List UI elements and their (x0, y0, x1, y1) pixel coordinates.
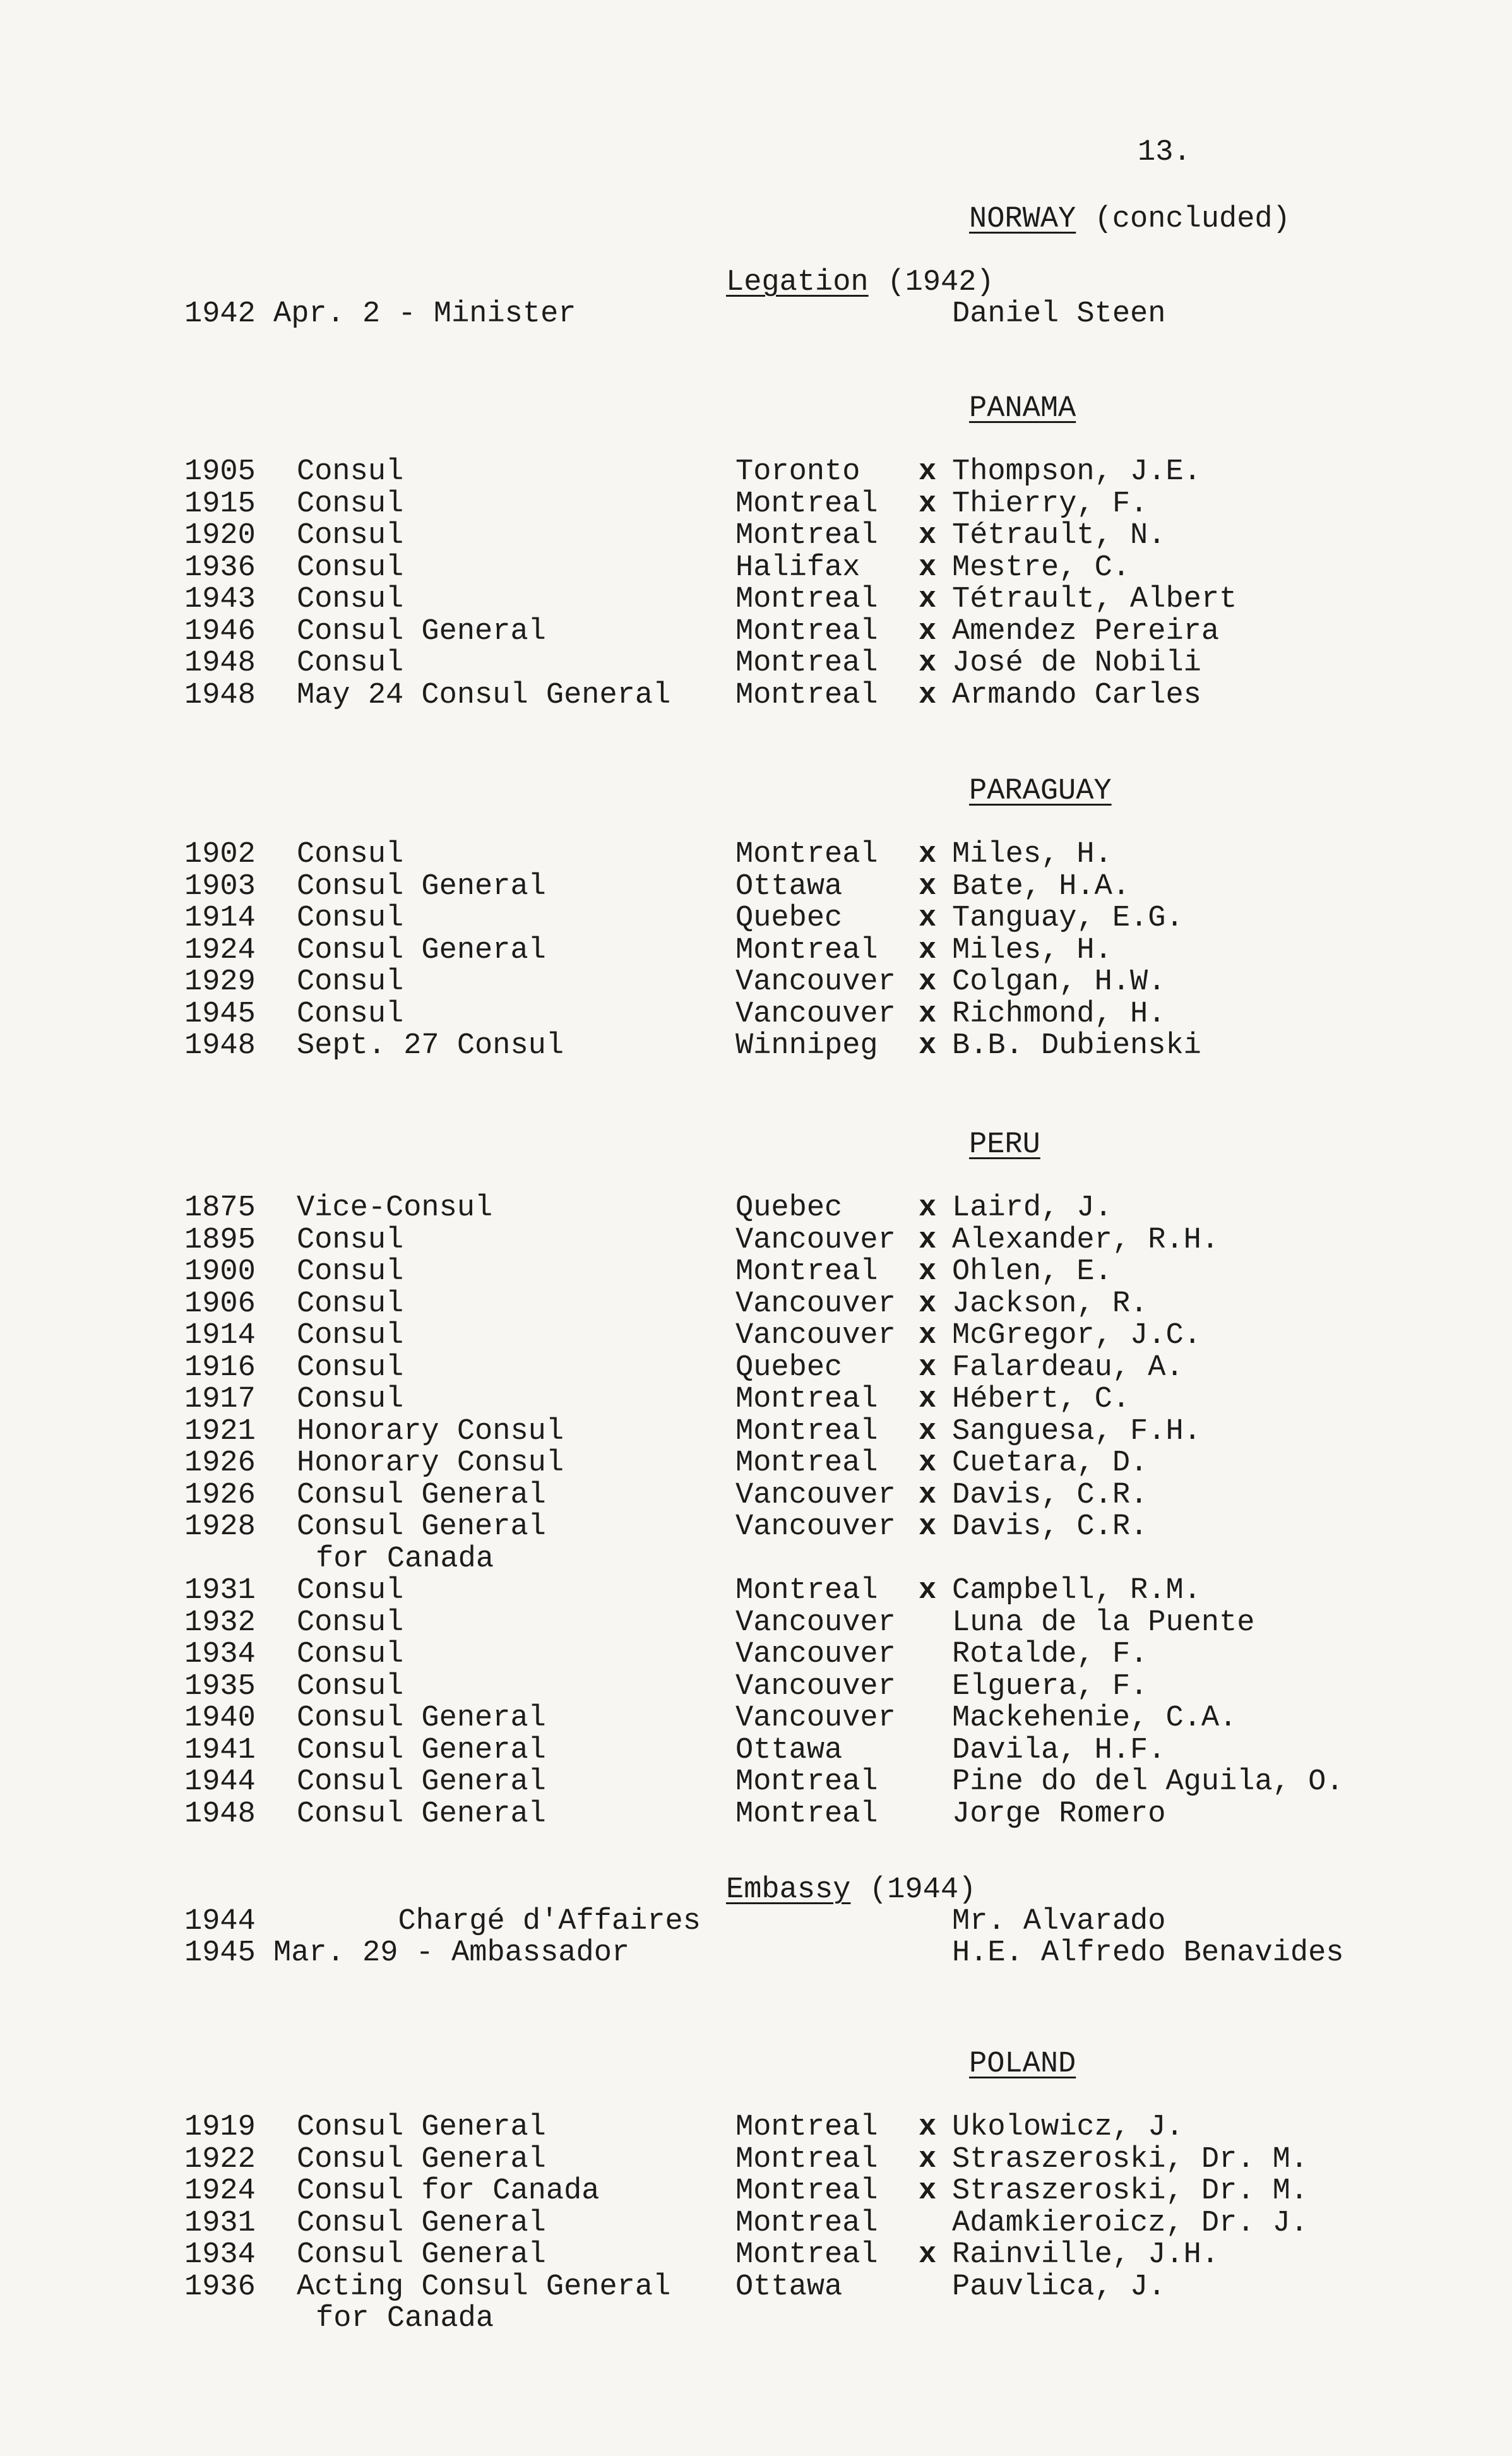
entry-year: 1934 (184, 1638, 256, 1671)
entry-city: Vancouver (735, 1669, 896, 1703)
entry-title: May 24 Consul General (297, 678, 671, 712)
entry-mark: x (919, 1478, 937, 1512)
entry-year: 1946 (184, 614, 256, 648)
entry-mark: x (919, 2111, 937, 2144)
entry-city: Ottawa (735, 2270, 843, 2304)
entry-year: 1920 (184, 519, 256, 552)
entry-name: McGregor, J.C. (952, 1319, 1201, 1352)
entry-name: Mackehenie, C.A. (952, 1702, 1237, 1735)
entry-title: Consul (297, 902, 404, 935)
entry-mark: x (919, 1446, 937, 1480)
entry-name: Laird, J. (952, 1191, 1112, 1225)
entry-mark: x (919, 1223, 937, 1257)
embassy-entry-left: 1945 Mar. 29 - Ambassador (184, 1936, 630, 1970)
entry-title: Consul General (297, 1765, 546, 1799)
entry-year: 1936 (184, 2270, 256, 2304)
entry-year: 1945 (184, 997, 256, 1031)
embassy-year: (1944) (851, 1873, 977, 1907)
entry-year: 1900 (184, 1255, 256, 1289)
entry-year: 1903 (184, 869, 256, 903)
entry-city: Toronto (735, 455, 860, 489)
entry-city: Vancouver (735, 997, 896, 1031)
entry-name: Miles, H. (952, 933, 1112, 967)
entry-city: Montreal (735, 1383, 878, 1416)
entry-year: 1906 (184, 1287, 256, 1321)
entry-mark: x (919, 2142, 937, 2176)
entry-city: Montreal (735, 614, 878, 648)
entry-name: Colgan, H.W. (952, 965, 1166, 999)
entry-title-continued: for Canada (316, 2302, 494, 2335)
entry-city: Vancouver (735, 1287, 896, 1321)
entry-name: Tanguay, E.G. (952, 902, 1184, 935)
entry-name: Ukolowicz, J. (952, 2111, 1184, 2144)
entry-mark: x (919, 2174, 937, 2208)
entry-city: Montreal (735, 2111, 878, 2144)
entry-year: 1917 (184, 1383, 256, 1416)
entry-mark: x (919, 1510, 937, 1544)
entry-city: Vancouver (735, 1319, 896, 1352)
entry-city: Montreal (735, 1797, 878, 1831)
entry-title: Consul (297, 1319, 404, 1352)
entry-name: Pauvlica, J. (952, 2270, 1166, 2304)
entry-city: Montreal (735, 2174, 878, 2208)
entry-title: Consul (297, 583, 404, 616)
entry-city: Quebec (735, 902, 843, 935)
entry-city: Montreal (735, 1255, 878, 1289)
entry-name: Rotalde, F. (952, 1638, 1148, 1671)
entry-title: Consul General (297, 2142, 546, 2176)
entry-year: 1905 (184, 455, 256, 489)
entry-title: Consul General (297, 1797, 546, 1831)
entry-city: Winnipeg (735, 1029, 878, 1063)
entry-name: Richmond, H. (952, 997, 1166, 1031)
entry-mark: x (919, 1414, 937, 1448)
entry-mark: x (919, 2238, 937, 2272)
entry-city: Montreal (735, 1446, 878, 1480)
entry-title: Consul General (297, 933, 546, 967)
section-header: PERU (969, 1128, 1040, 1162)
entry-title: Consul General (297, 1733, 546, 1767)
entry-title: Consul General (297, 1510, 546, 1544)
entry-title: Consul (297, 519, 404, 552)
entry-name: Miles, H. (952, 838, 1112, 871)
entry-city: Montreal (735, 487, 878, 521)
entry-year: 1944 (184, 1765, 256, 1799)
entry-name: Thierry, F. (952, 487, 1148, 521)
entry-city: Montreal (735, 2238, 878, 2272)
entry-year: 1928 (184, 1510, 256, 1544)
entry-year: 1919 (184, 2111, 256, 2144)
entry-name: Davis, C.R. (952, 1478, 1148, 1512)
entry-mark: x (919, 519, 937, 552)
entry-city: Montreal (735, 583, 878, 616)
entry-city: Quebec (735, 1350, 843, 1385)
entry-year: 1926 (184, 1478, 256, 1512)
embassy-entry-name: H.E. Alfredo Benavides (952, 1936, 1344, 1970)
entry-name: Alexander, R.H. (952, 1223, 1220, 1257)
section-header: NORWAY (969, 203, 1076, 236)
entry-city: Montreal (735, 647, 878, 680)
entry-name: Pine do del Aguila, O. (952, 1765, 1344, 1799)
entry-city: Ottawa (735, 1733, 843, 1767)
entry-year: 1875 (184, 1191, 256, 1225)
entry-mark: x (919, 1029, 937, 1063)
entry-title: Consul (297, 1669, 404, 1703)
entry-city: Vancouver (735, 1606, 896, 1640)
legation-label: Legation (726, 266, 869, 299)
entry-name: Straszeroski, Dr. M. (952, 2174, 1309, 2208)
entry-mark: x (919, 647, 937, 680)
entry-city: Vancouver (735, 965, 896, 999)
entry-mark: x (919, 933, 937, 967)
entry-title: Consul (297, 1350, 404, 1385)
embassy-entry-name: Mr. Alvarado (952, 1905, 1166, 1938)
entry-year: 1922 (184, 2142, 256, 2176)
entry-year: 1948 (184, 1029, 256, 1063)
embassy-entry-left: 1944 Chargé d'Affaires (184, 1905, 701, 1938)
entry-title: Consul General (297, 869, 546, 903)
entry-year: 1948 (184, 678, 256, 712)
entry-name: Elguera, F. (952, 1669, 1148, 1703)
entry-title: Consul General (297, 1702, 546, 1735)
section-header-suffix: (concluded) (1076, 203, 1290, 236)
entry-city: Montreal (735, 933, 878, 967)
section-header: PANAMA (969, 392, 1076, 426)
entry-title: Consul (297, 1287, 404, 1321)
entry-title: Consul (297, 1255, 404, 1289)
entry-name: Armando Carles (952, 678, 1201, 712)
entry-name: Bate, H.A. (952, 869, 1131, 903)
entry-year: 1936 (184, 551, 256, 585)
entry-mark: x (919, 583, 937, 616)
entry-title: Consul (297, 1223, 404, 1257)
entry-name: Falardeau, A. (952, 1350, 1184, 1385)
entry-city: Montreal (735, 678, 878, 712)
entry-city: Montreal (735, 838, 878, 871)
entry-name: José de Nobili (952, 647, 1201, 680)
entry-name: Ohlen, E. (952, 1255, 1112, 1289)
entry-name: Thompson, J.E. (952, 455, 1201, 489)
entry-name: Campbell, R.M. (952, 1574, 1201, 1607)
entry-mark: x (919, 997, 937, 1031)
entry-title: Sept. 27 Consul (297, 1029, 564, 1063)
entry-name: Jorge Romero (952, 1797, 1166, 1831)
entry-title: Consul (297, 965, 404, 999)
entry-year: 1943 (184, 583, 256, 616)
entry-city: Vancouver (735, 1223, 896, 1257)
entry-title: Consul (297, 647, 404, 680)
entry-city: Montreal (735, 1765, 878, 1799)
entry-city: Montreal (735, 2206, 878, 2240)
entry-city: Montreal (735, 519, 878, 552)
entry-name: Sanguesa, F.H. (952, 1414, 1201, 1448)
entry-mark: x (919, 455, 937, 489)
entry-year: 1902 (184, 838, 256, 871)
page-number: 13. (1138, 136, 1191, 169)
entry-name: Adamkieroicz, Dr. J. (952, 2206, 1309, 2240)
entry-title: Consul (297, 997, 404, 1031)
entry-date-title: 1942 Apr. 2 - Minister (184, 297, 576, 331)
entry-year: 1941 (184, 1733, 256, 1767)
entry-city: Montreal (735, 1574, 878, 1607)
entry-title: Consul General (297, 2111, 546, 2144)
entry-mark: x (919, 551, 937, 585)
entry-title: Vice-Consul (297, 1191, 493, 1225)
entry-title: Consul (297, 551, 404, 585)
entry-title: Consul (297, 487, 404, 521)
entry-city: Quebec (735, 1191, 843, 1225)
entry-name: Hébert, C. (952, 1383, 1131, 1416)
entry-mark: x (919, 1574, 937, 1607)
entry-mark: x (919, 614, 937, 648)
legation-year: (1942) (869, 266, 994, 299)
entry-mark: x (919, 902, 937, 935)
entry-title: Consul (297, 1383, 404, 1416)
entry-title: Consul (297, 1574, 404, 1607)
entry-title: Consul (297, 838, 404, 871)
entry-year: 1931 (184, 2206, 256, 2240)
entry-title: Consul for Canada (297, 2174, 600, 2208)
entry-name: Daniel Steen (952, 297, 1166, 331)
entry-year: 1934 (184, 2238, 256, 2272)
entry-mark: x (919, 1287, 937, 1321)
entry-mark: x (919, 838, 937, 871)
entry-year: 1916 (184, 1350, 256, 1385)
entry-year: 1924 (184, 933, 256, 967)
entry-year: 1914 (184, 902, 256, 935)
entry-year: 1940 (184, 1702, 256, 1735)
entry-mark: x (919, 1383, 937, 1416)
entry-city: Ottawa (735, 869, 843, 903)
entry-title: Consul General (297, 2238, 546, 2272)
entry-city: Montreal (735, 1414, 878, 1448)
entry-title: Consul General (297, 614, 546, 648)
entry-mark: x (919, 869, 937, 903)
entry-year: 1935 (184, 1669, 256, 1703)
entry-year: 1921 (184, 1414, 256, 1448)
entry-year: 1914 (184, 1319, 256, 1352)
entry-year: 1929 (184, 965, 256, 999)
entry-mark: x (919, 1191, 937, 1225)
entry-name: Davila, H.F. (952, 1733, 1166, 1767)
entry-year: 1948 (184, 647, 256, 680)
entry-year: 1895 (184, 1223, 256, 1257)
entry-title: Honorary Consul (297, 1414, 564, 1448)
entry-name: Rainville, J.H. (952, 2238, 1220, 2272)
entry-name: Mestre, C. (952, 551, 1131, 585)
entry-name: Jackson, R. (952, 1287, 1148, 1321)
entry-title: Honorary Consul (297, 1446, 564, 1480)
entry-year: 1924 (184, 2174, 256, 2208)
entry-year: 1932 (184, 1606, 256, 1640)
entry-name: Davis, C.R. (952, 1510, 1148, 1544)
entry-mark: x (919, 1350, 937, 1385)
embassy-label: Embassy (726, 1873, 851, 1907)
entry-year: 1926 (184, 1446, 256, 1480)
entry-year: 1931 (184, 1574, 256, 1607)
entry-mark: x (919, 965, 937, 999)
entry-title-continued: for Canada (316, 1542, 494, 1576)
entry-name: Luna de la Puente (952, 1606, 1255, 1640)
entry-city: Montreal (735, 2142, 878, 2176)
entry-mark: x (919, 678, 937, 712)
entry-name: Cuetara, D. (952, 1446, 1148, 1480)
entry-title: Consul General (297, 2206, 546, 2240)
entry-city: Vancouver (735, 1478, 896, 1512)
entry-title: Consul General (297, 1478, 546, 1512)
entry-name: Amendez Pereira (952, 614, 1220, 648)
entry-title: Consul (297, 1606, 404, 1640)
entry-year: 1948 (184, 1797, 256, 1831)
entry-title: Consul (297, 455, 404, 489)
entry-name: B.B. Dubienski (952, 1029, 1201, 1063)
entry-title: Consul (297, 1638, 404, 1671)
entry-year: 1915 (184, 487, 256, 521)
entry-name: Straszeroski, Dr. M. (952, 2142, 1309, 2176)
entry-mark: x (919, 487, 937, 521)
entry-name: Tétrault, N. (952, 519, 1166, 552)
section-header: POLAND (969, 2048, 1076, 2081)
entry-city: Vancouver (735, 1638, 896, 1671)
entry-city: Halifax (735, 551, 860, 585)
entry-mark: x (919, 1255, 937, 1289)
section-header: PARAGUAY (969, 775, 1112, 808)
entry-name: Tétrault, Albert (952, 583, 1237, 616)
entry-city: Vancouver (735, 1702, 896, 1735)
entry-title: Acting Consul General (297, 2270, 671, 2304)
entry-city: Vancouver (735, 1510, 896, 1544)
entry-mark: x (919, 1319, 937, 1352)
